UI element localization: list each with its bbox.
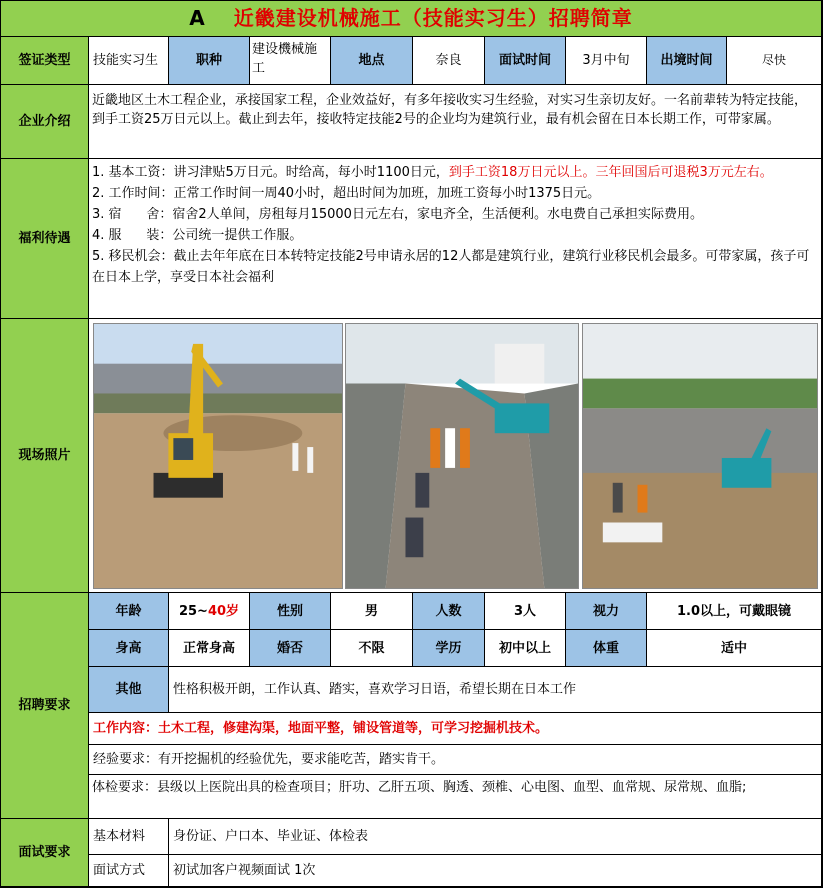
- materials-value: 身份证、户口本、毕业证、体检表: [169, 819, 822, 855]
- method-value: 初试加客户视频面试 1次: [169, 855, 822, 887]
- visa-type-value: 技能实习生: [89, 37, 169, 85]
- age-value: [169, 593, 250, 630]
- interview-time-label: 面试时间: [485, 37, 566, 85]
- gender-label: 性别: [250, 593, 331, 630]
- age-value-min: 25~: [178, 603, 208, 619]
- height-value: 正常身高: [169, 630, 250, 667]
- title-text: 近畿建设机械施工（技能实习生）招聘简章: [233, 6, 633, 30]
- site-photo-excavator: [93, 323, 343, 589]
- benefit-immigration: 5. 移民机会：截止去年年底在日本转特定技能2号申请永居的12人都是建筑行业，建筑行业移民机会最多。可带家属，孩子可在日本上学，享受日本社会福利: [92, 249, 810, 285]
- benefit-salary: [92, 162, 818, 183]
- benefits-label: 福利待遇: [1, 159, 89, 319]
- experience-requirement: 经验要求：有开挖掘机的经验优先，要求能吃苦，踏实肯干。: [89, 745, 822, 775]
- age-value-max: 40岁: [207, 603, 240, 619]
- company-text: 近畿地区土木工程企业，承接国家工程，企业效益好，有多年接收实习生经验，对实习生亲切友好。一名前辈转为特定技能，到手工资25万日元以上。截止到去年，接收特定技能2号的企业均为建筑行业，最有机会留在日本长期工作，可带家属。: [89, 85, 822, 159]
- other-label: 其他: [89, 667, 169, 713]
- site-photo-channel: [582, 323, 818, 589]
- sheet-title: [1, 1, 822, 37]
- benefit-hours: 2. 工作时间：正常工作时间一周40小时，超出时间为加班，加班工资每小时1375日元。: [92, 186, 601, 201]
- location-value: 奈良: [413, 37, 485, 85]
- job-label: 职种: [169, 37, 250, 85]
- weight-label: 体重: [566, 630, 647, 667]
- other-value: 性格积极开朗，工作认真、踏实，喜欢学习日语，希望长期在日本工作: [169, 667, 822, 713]
- location-label: 地点: [331, 37, 413, 85]
- gender-value: 男: [331, 593, 413, 630]
- education-label: 学历: [413, 630, 485, 667]
- vision-value: 1.0以上，可戴眼镜: [647, 593, 822, 630]
- site-photo-ditch-workers: [345, 323, 579, 589]
- benefit-dorm: 3. 宿 舍：宿舍2人单间，房租每月15000日元左右，家电齐全，生活便利。水电费自己承担实际费用。: [92, 207, 703, 222]
- benefit-salary-highlight: 到手工资18万日元以上。三年回国后可退税3万元左右。: [448, 165, 773, 180]
- height-label: 身高: [89, 630, 169, 667]
- job-value: 建设機械施工: [250, 37, 331, 85]
- benefits-list: [89, 159, 822, 319]
- materials-label: 基本材料: [89, 819, 169, 855]
- marital-label: 婚否: [250, 630, 331, 667]
- count-value: 3人: [485, 593, 566, 630]
- company-label: 企业介绍: [1, 85, 89, 159]
- interview-label: 面试要求: [1, 819, 89, 887]
- medical-requirement: 体检要求：县级以上医院出具的检查项目；肝功、乙肝五项、胸透、颈椎、心电图、血型、血常规、尿常规、血脂;: [89, 775, 822, 819]
- interview-time-value: 3月中旬: [566, 37, 647, 85]
- count-label: 人数: [413, 593, 485, 630]
- requirements-label: 招聘要求: [1, 593, 89, 819]
- weight-value: 适中: [647, 630, 822, 667]
- departure-value: 尽快: [727, 37, 822, 85]
- photos-label: 现场照片: [1, 319, 89, 593]
- departure-label: 出境时间: [647, 37, 727, 85]
- age-label: 年龄: [89, 593, 169, 630]
- vision-label: 视力: [566, 593, 647, 630]
- work-content: 工作内容：土木工程，修建沟渠，地面平整，铺设管道等，可学习挖掘机技术。: [89, 713, 822, 745]
- title-letter: A: [189, 6, 206, 30]
- photos-area: [89, 319, 822, 593]
- method-label: 面试方式: [89, 855, 169, 887]
- visa-type-label: 签证类型: [1, 37, 89, 85]
- education-value: 初中以上: [485, 630, 566, 667]
- benefit-salary-text: 1. 基本工资：讲习津贴5万日元。时给高，每小时1100日元，: [92, 165, 449, 180]
- benefit-clothing: 4. 服 装：公司统一提供工作服。: [92, 228, 303, 243]
- marital-value: 不限: [331, 630, 413, 667]
